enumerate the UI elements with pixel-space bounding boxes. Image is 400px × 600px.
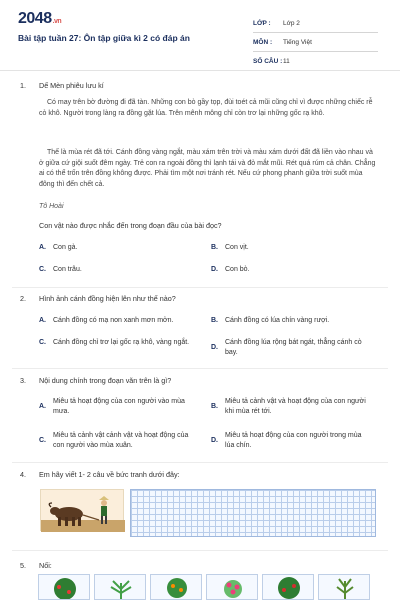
- option-letter: A.: [39, 244, 46, 251]
- option-letter: D.: [211, 344, 218, 351]
- document-header: [0, 0, 400, 72]
- option-text: Con vịt.: [225, 244, 249, 251]
- question-text: Hình ảnh cánh đồng hiện lên như thế nào?: [39, 294, 176, 303]
- logo-text: 2048: [18, 10, 52, 27]
- option-text: Miêu tả cảnh vật cảnh vật và hoạt động của con người vào mùa xuân.: [53, 432, 189, 449]
- question-number: 1.: [20, 81, 26, 90]
- matching-images: [38, 574, 378, 600]
- option-letter: C.: [39, 266, 46, 273]
- matching-image[interactable]: [206, 574, 258, 600]
- option-letter: B.: [211, 403, 218, 410]
- page-title: Bài tập tuần 27: Ôn tập giữa kì 2 có đáp án: [18, 33, 190, 43]
- header-divider: [0, 70, 400, 71]
- option-text: Con gà.: [53, 244, 78, 251]
- answer-option[interactable]: [39, 316, 204, 326]
- site-logo[interactable]: [18, 10, 61, 28]
- question-text: Nối:: [39, 561, 52, 570]
- answer-option[interactable]: [211, 316, 381, 326]
- question-number: 4.: [20, 470, 26, 479]
- option-letter: D.: [211, 266, 218, 273]
- option-text: Cánh đồng có lúa chín vàng rượi.: [225, 317, 330, 324]
- answer-option[interactable]: [39, 338, 204, 348]
- question-divider: [12, 462, 388, 463]
- answer-option[interactable]: [211, 243, 371, 253]
- option-text: Cánh đồng chỉ trơ lại gốc rạ khô, vàng ngắt.: [53, 339, 190, 346]
- meta-row-subject: [253, 33, 378, 52]
- meta-value: Tiếng Việt: [283, 38, 312, 46]
- question-divider: [12, 550, 388, 551]
- meta-row-count: [253, 52, 378, 71]
- question-divider: [12, 368, 388, 369]
- tree-icon: [263, 575, 314, 600]
- option-text: Cánh đồng lúa rộng bát ngát, thẳng cánh cò bay.: [225, 339, 362, 356]
- plant-icon: [95, 575, 146, 600]
- option-text: Con trâu.: [53, 266, 82, 273]
- reading-title: Dế Mèn phiêu lưu kí: [39, 81, 104, 90]
- answer-option[interactable]: [39, 397, 204, 417]
- writing-grid[interactable]: [130, 489, 376, 537]
- meta-value: Lớp 2: [283, 19, 300, 27]
- buffalo-plowing-icon: [41, 490, 125, 532]
- option-letter: C.: [39, 339, 46, 346]
- meta-value: 11: [283, 57, 290, 65]
- answer-option[interactable]: [39, 243, 199, 253]
- option-letter: A.: [39, 317, 46, 324]
- meta-label: SỐ CÂU :: [253, 57, 283, 65]
- option-text: Miêu tả cảnh vật và hoạt động của con người khi mùa rét tới.: [225, 398, 366, 415]
- meta-label: MÔN :: [253, 38, 273, 46]
- tree-icon: [39, 575, 90, 600]
- answer-option[interactable]: [211, 397, 381, 417]
- option-letter: D.: [211, 437, 218, 444]
- question-text: Nội dung chính trong đoạn văn trên là gì?: [39, 376, 172, 385]
- question-text: Con vật nào được nhắc đến trong đoạn đầu của bài đọc?: [39, 221, 222, 230]
- option-letter: A.: [39, 403, 46, 410]
- answer-option[interactable]: [211, 265, 371, 275]
- tree-icon: [151, 575, 202, 600]
- logo-suffix: .vn: [52, 18, 62, 25]
- answer-option[interactable]: [39, 431, 204, 451]
- matching-image[interactable]: [318, 574, 370, 600]
- question-divider: [12, 287, 388, 288]
- question-number: 2.: [20, 294, 26, 303]
- option-letter: C.: [39, 437, 46, 444]
- option-text: Miêu tả hoạt động của con người vào mùa mưa.: [53, 398, 185, 415]
- plowing-illustration: [40, 489, 124, 531]
- matching-image[interactable]: [94, 574, 146, 600]
- answer-option[interactable]: [211, 338, 381, 358]
- answer-option[interactable]: [39, 265, 199, 275]
- option-letter: B.: [211, 317, 218, 324]
- matching-image[interactable]: [262, 574, 314, 600]
- option-text: Miêu tả hoạt động của con người trong mùa lúa chín.: [225, 432, 362, 449]
- flower-icon: [207, 575, 258, 600]
- plant-icon: [319, 575, 370, 600]
- answer-option[interactable]: [211, 431, 381, 451]
- reading-paragraph-1: Có may trên bờ đường đi đã tàn. Những con bò gầy tọp, đùi toét cả mũi cũng chỉ vì được những chiếc rễ cỏ khô. Người trong làng ra đồng gặt lúa. Trên mênh mông chỉ còn trơ lại những gốc rạ khô.: [39, 99, 373, 117]
- meta-table: [253, 14, 378, 71]
- matching-image[interactable]: [38, 574, 90, 600]
- meta-row-class: [253, 14, 378, 33]
- option-letter: B.: [211, 244, 218, 251]
- matching-image[interactable]: [150, 574, 202, 600]
- question-text: Em hãy viết 1- 2 câu về bức tranh dưới đây:: [39, 470, 180, 479]
- question-number: 5.: [20, 561, 26, 570]
- option-text: Cánh đồng có mạ non xanh mơn mởn.: [53, 317, 174, 324]
- option-text: Con bò.: [225, 266, 250, 273]
- meta-label: LỚP :: [253, 19, 271, 27]
- reading-paragraph-2: Thế là mùa rét đã tới. Cánh đồng vàng ngắt, màu xám trên trời và màu xám dưới đất đã liền vào nhau và ở giữa cứ giội suốt đêm ngày. Trẻ con ra ngoài đồng thì lạnh tái và đỏ mắt mũi. Rét quá rúm cả chân. Chẳng ai có thể trốn trên đồng không được. Phải tìm một nơi tránh rét. Nếu cứ phong phanh giữa trời suốt mùa đông thì đến chết cả.: [39, 149, 376, 188]
- reading-author: Tô Hoài: [39, 203, 64, 210]
- question-number: 3.: [20, 376, 26, 385]
